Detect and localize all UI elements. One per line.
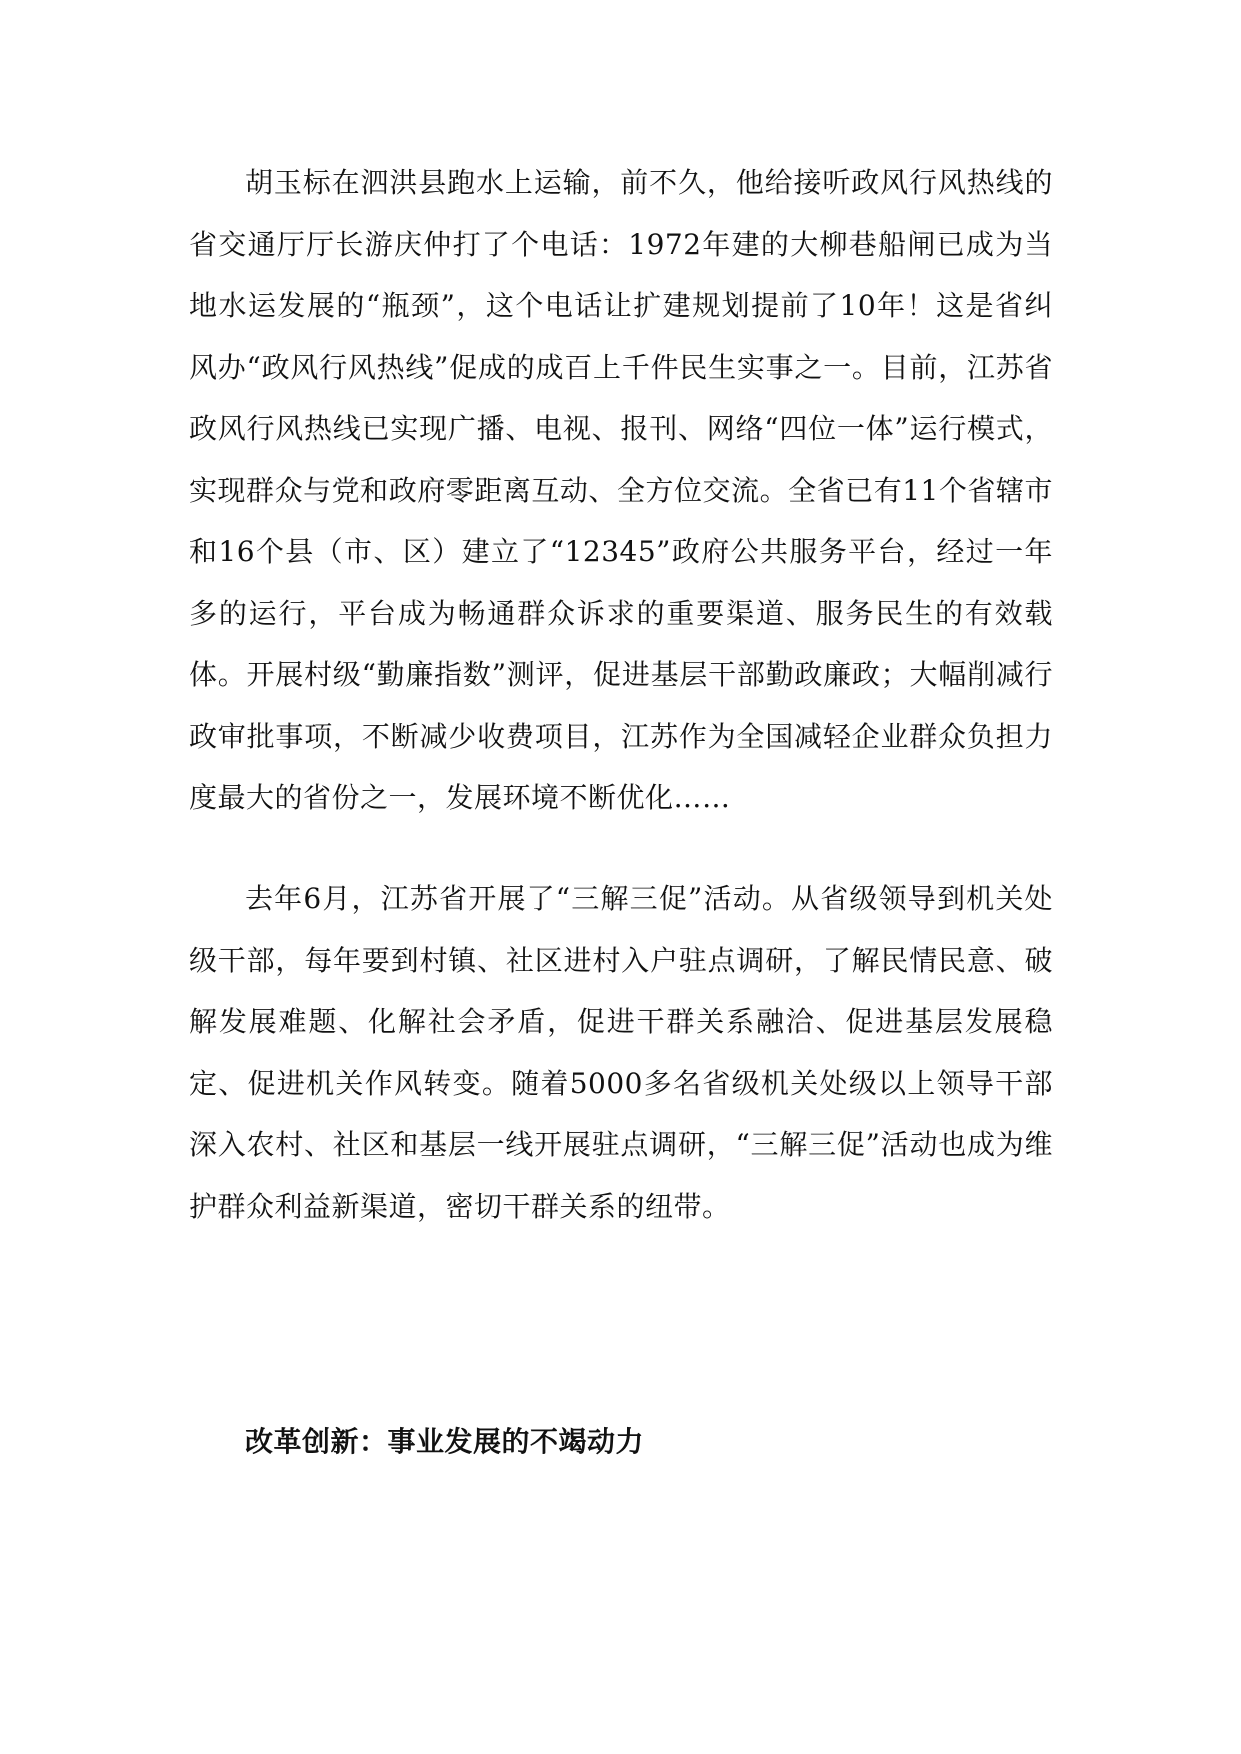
body-paragraph-three-solutions: 去年6月，江苏省开展了“三解三促”活动。从省级领导到机关处级干部，每年要到村镇、社区进村入户驻点调研，了解民情民意、破解发展难题、化解社会矛盾，促进干群关系融洽、促进基层发展稳定、促进机关作风转变。随着5000多名省级机关处级以上领导干部深入农村、社区和基层一线开展驻点调研，“三解三促”活动也成为维护群众利益新渠道，密切干群关系的纽带。 [189, 882, 1053, 1223]
body-paragraph-hotline: 胡玉标在泗洪县跑水上运输，前不久，他给接听政风行风热线的省交通厅厅长游庆仲打了个电话：1972年建的大柳巷船闸已成为当地水运发展的“瓶颈”，这个电话让扩建规划提前了10年！这是省纠风办“政风行风热线”促成的成百上千件民生实事之一。目前，江苏省政风行风热线已实现广播、电视、报刊、网络“四位一体”运行模式，实现群众与党和政府零距离互动、全方位交流。全省已有11个省辖市和16个县（市、区）建立了“12345”政府公共服务平台，经过一年多的运行，平台成为畅通群众诉求的重要渠道、服务民生的有效载体。开展村级“勤廉指数”测评，促进基层干部勤政廉政；大幅削减行政审批事项，不断减少收费项目，江苏作为全国减轻企业群众负担力度最大的省份之一，发展环境不断优化…… [189, 166, 1053, 814]
section-heading: 改革创新：事业发展的不竭动力 [245, 1425, 645, 1458]
